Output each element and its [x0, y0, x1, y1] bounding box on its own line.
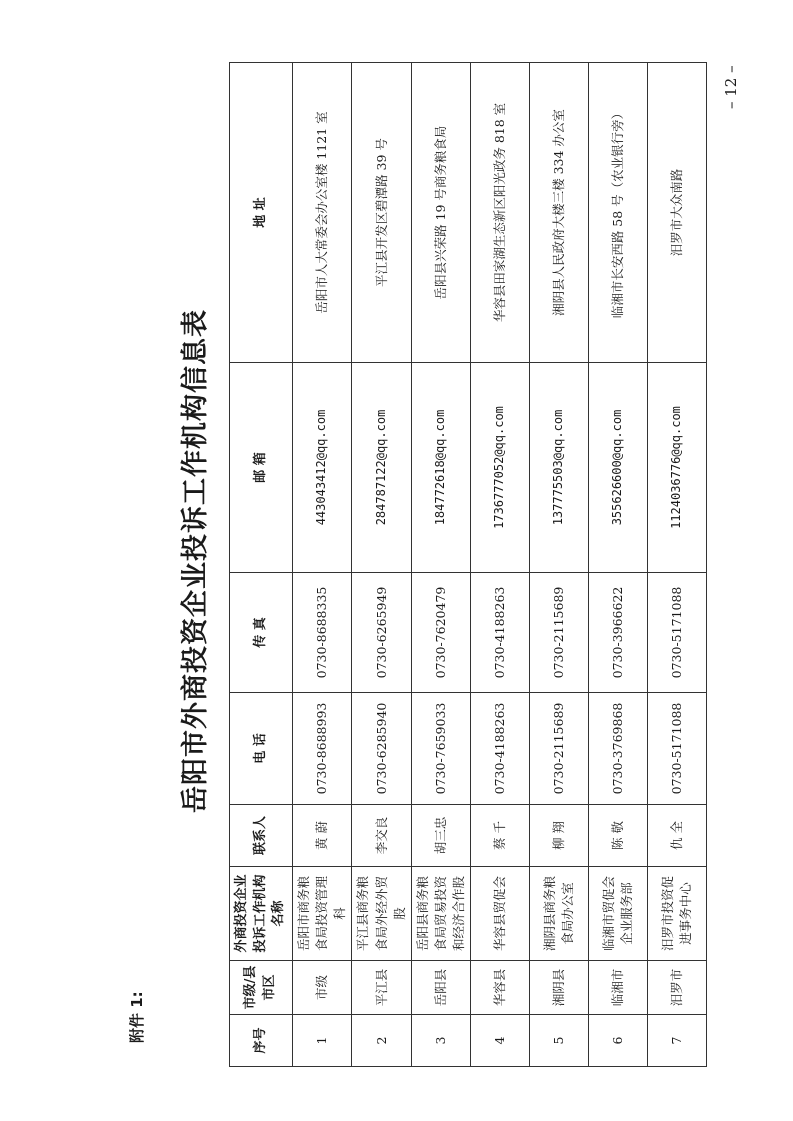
header-index: 序号 — [230, 1015, 293, 1067]
cell-contact: 陈 敬 — [589, 805, 648, 867]
cell-region: 华容县 — [471, 961, 530, 1015]
cell-index: 6 — [589, 1015, 648, 1067]
cell-region: 平江县 — [352, 961, 411, 1015]
cell-index: 3 — [411, 1015, 470, 1067]
cell-index: 7 — [648, 1015, 707, 1067]
header-fax: 传 真 — [230, 573, 293, 693]
table-row — [648, 63, 707, 1067]
cell-region: 临湘市 — [589, 961, 648, 1015]
header-email: 邮 箱 — [230, 363, 293, 573]
cell-agency: 汨罗市投资促进事务中心 — [648, 867, 707, 961]
cell-contact: 胡三忠 — [411, 805, 470, 867]
cell-contact: 黄 蔚 — [293, 805, 352, 867]
cell-address: 临湘市长安西路 58 号（农业银行旁） — [589, 63, 648, 363]
table-row — [352, 63, 411, 1067]
header-agency: 外商投资企业投诉工作机构名称 — [230, 867, 293, 961]
cell-contact: 柳 翔 — [530, 805, 589, 867]
cell-agency: 临湘市贸促会企业服务部 — [589, 867, 648, 961]
table-row — [471, 63, 530, 1067]
cell-index: 1 — [293, 1015, 352, 1067]
cell-index: 5 — [530, 1015, 589, 1067]
cell-address: 汨罗市大众南路 — [648, 63, 707, 363]
cell-agency: 岳阳县商务粮食局贸易投资和经济合作股 — [411, 867, 470, 961]
header-contact: 联系人 — [230, 805, 293, 867]
header-address: 地 址 — [230, 63, 293, 363]
table-header-row — [230, 63, 293, 1067]
cell-fax: 0730-8688335 — [293, 573, 352, 693]
attachment-label: 附件 1: — [128, 991, 146, 1043]
cell-email[interactable]: 1736777052@qq.com — [471, 363, 530, 573]
cell-fax: 0730-2115689 — [530, 573, 589, 693]
cell-phone: 0730-2115689 — [530, 693, 589, 805]
cell-address: 平江县开发区碧潭路 39 号 — [352, 63, 411, 363]
cell-phone: 0730-7659033 — [411, 693, 470, 805]
cell-fax: 0730-7620479 — [411, 573, 470, 693]
cell-phone: 0730-3769868 — [589, 693, 648, 805]
info-table — [229, 62, 707, 1067]
cell-phone: 0730-5171088 — [648, 693, 707, 805]
cell-contact: 李交良 — [352, 805, 411, 867]
cell-agency: 湘阴县商务粮食局办公室 — [530, 867, 589, 961]
header-region: 市级/县市区 — [230, 961, 293, 1015]
table-row — [530, 63, 589, 1067]
cell-address: 湘阴县人民政府大楼三楼 334 办公室 — [530, 63, 589, 363]
cell-email[interactable]: 284787122@qq.com — [352, 363, 411, 573]
cell-email[interactable]: 355626600@qq.com — [589, 363, 648, 573]
cell-fax: 0730-4188263 — [471, 573, 530, 693]
cell-fax: 0730-6265949 — [352, 573, 411, 693]
table-row — [411, 63, 470, 1067]
cell-index: 4 — [471, 1015, 530, 1067]
cell-address: 岳阳县兴荣路 19 号商务粮食局 — [411, 63, 470, 363]
cell-phone: 0730-8688993 — [293, 693, 352, 805]
cell-agency: 岳阳市商务粮食局投资管理科 — [293, 867, 352, 961]
cell-index: 2 — [352, 1015, 411, 1067]
cell-region: 市级 — [293, 961, 352, 1015]
cell-address: 岳阳市人大常委会办公室楼 1121 室 — [293, 63, 352, 363]
cell-phone: 0730-4188263 — [471, 693, 530, 805]
table-row — [293, 63, 352, 1067]
cell-contact: 仇 全 — [648, 805, 707, 867]
cell-phone: 0730-6285940 — [352, 693, 411, 805]
cell-email[interactable]: 443043412@qq.com — [293, 363, 352, 573]
cell-fax: 0730-3966622 — [589, 573, 648, 693]
cell-region: 湘阴县 — [530, 961, 589, 1015]
cell-contact: 蔡 千 — [471, 805, 530, 867]
page-title: 岳阳市外商投资企业投诉工作机构信息表 — [180, 309, 211, 813]
cell-email[interactable]: 184772618@qq.com — [411, 363, 470, 573]
cell-email[interactable]: 137775503@qq.com — [530, 363, 589, 573]
cell-fax: 0730-5171088 — [648, 573, 707, 693]
cell-email[interactable]: 1124036776@qq.com — [648, 363, 707, 573]
table-row — [589, 63, 648, 1067]
cell-address: 华容县田家湖生态新区阳光政务 818 室 — [471, 63, 530, 363]
page-number: – 12 – — [722, 65, 740, 109]
cell-agency: 华容县贸促会 — [471, 867, 530, 961]
header-phone: 电 话 — [230, 693, 293, 805]
cell-region: 汨罗市 — [648, 961, 707, 1015]
cell-agency: 平江县商务粮食局外经外贸股 — [352, 867, 411, 961]
cell-region: 岳阳县 — [411, 961, 470, 1015]
